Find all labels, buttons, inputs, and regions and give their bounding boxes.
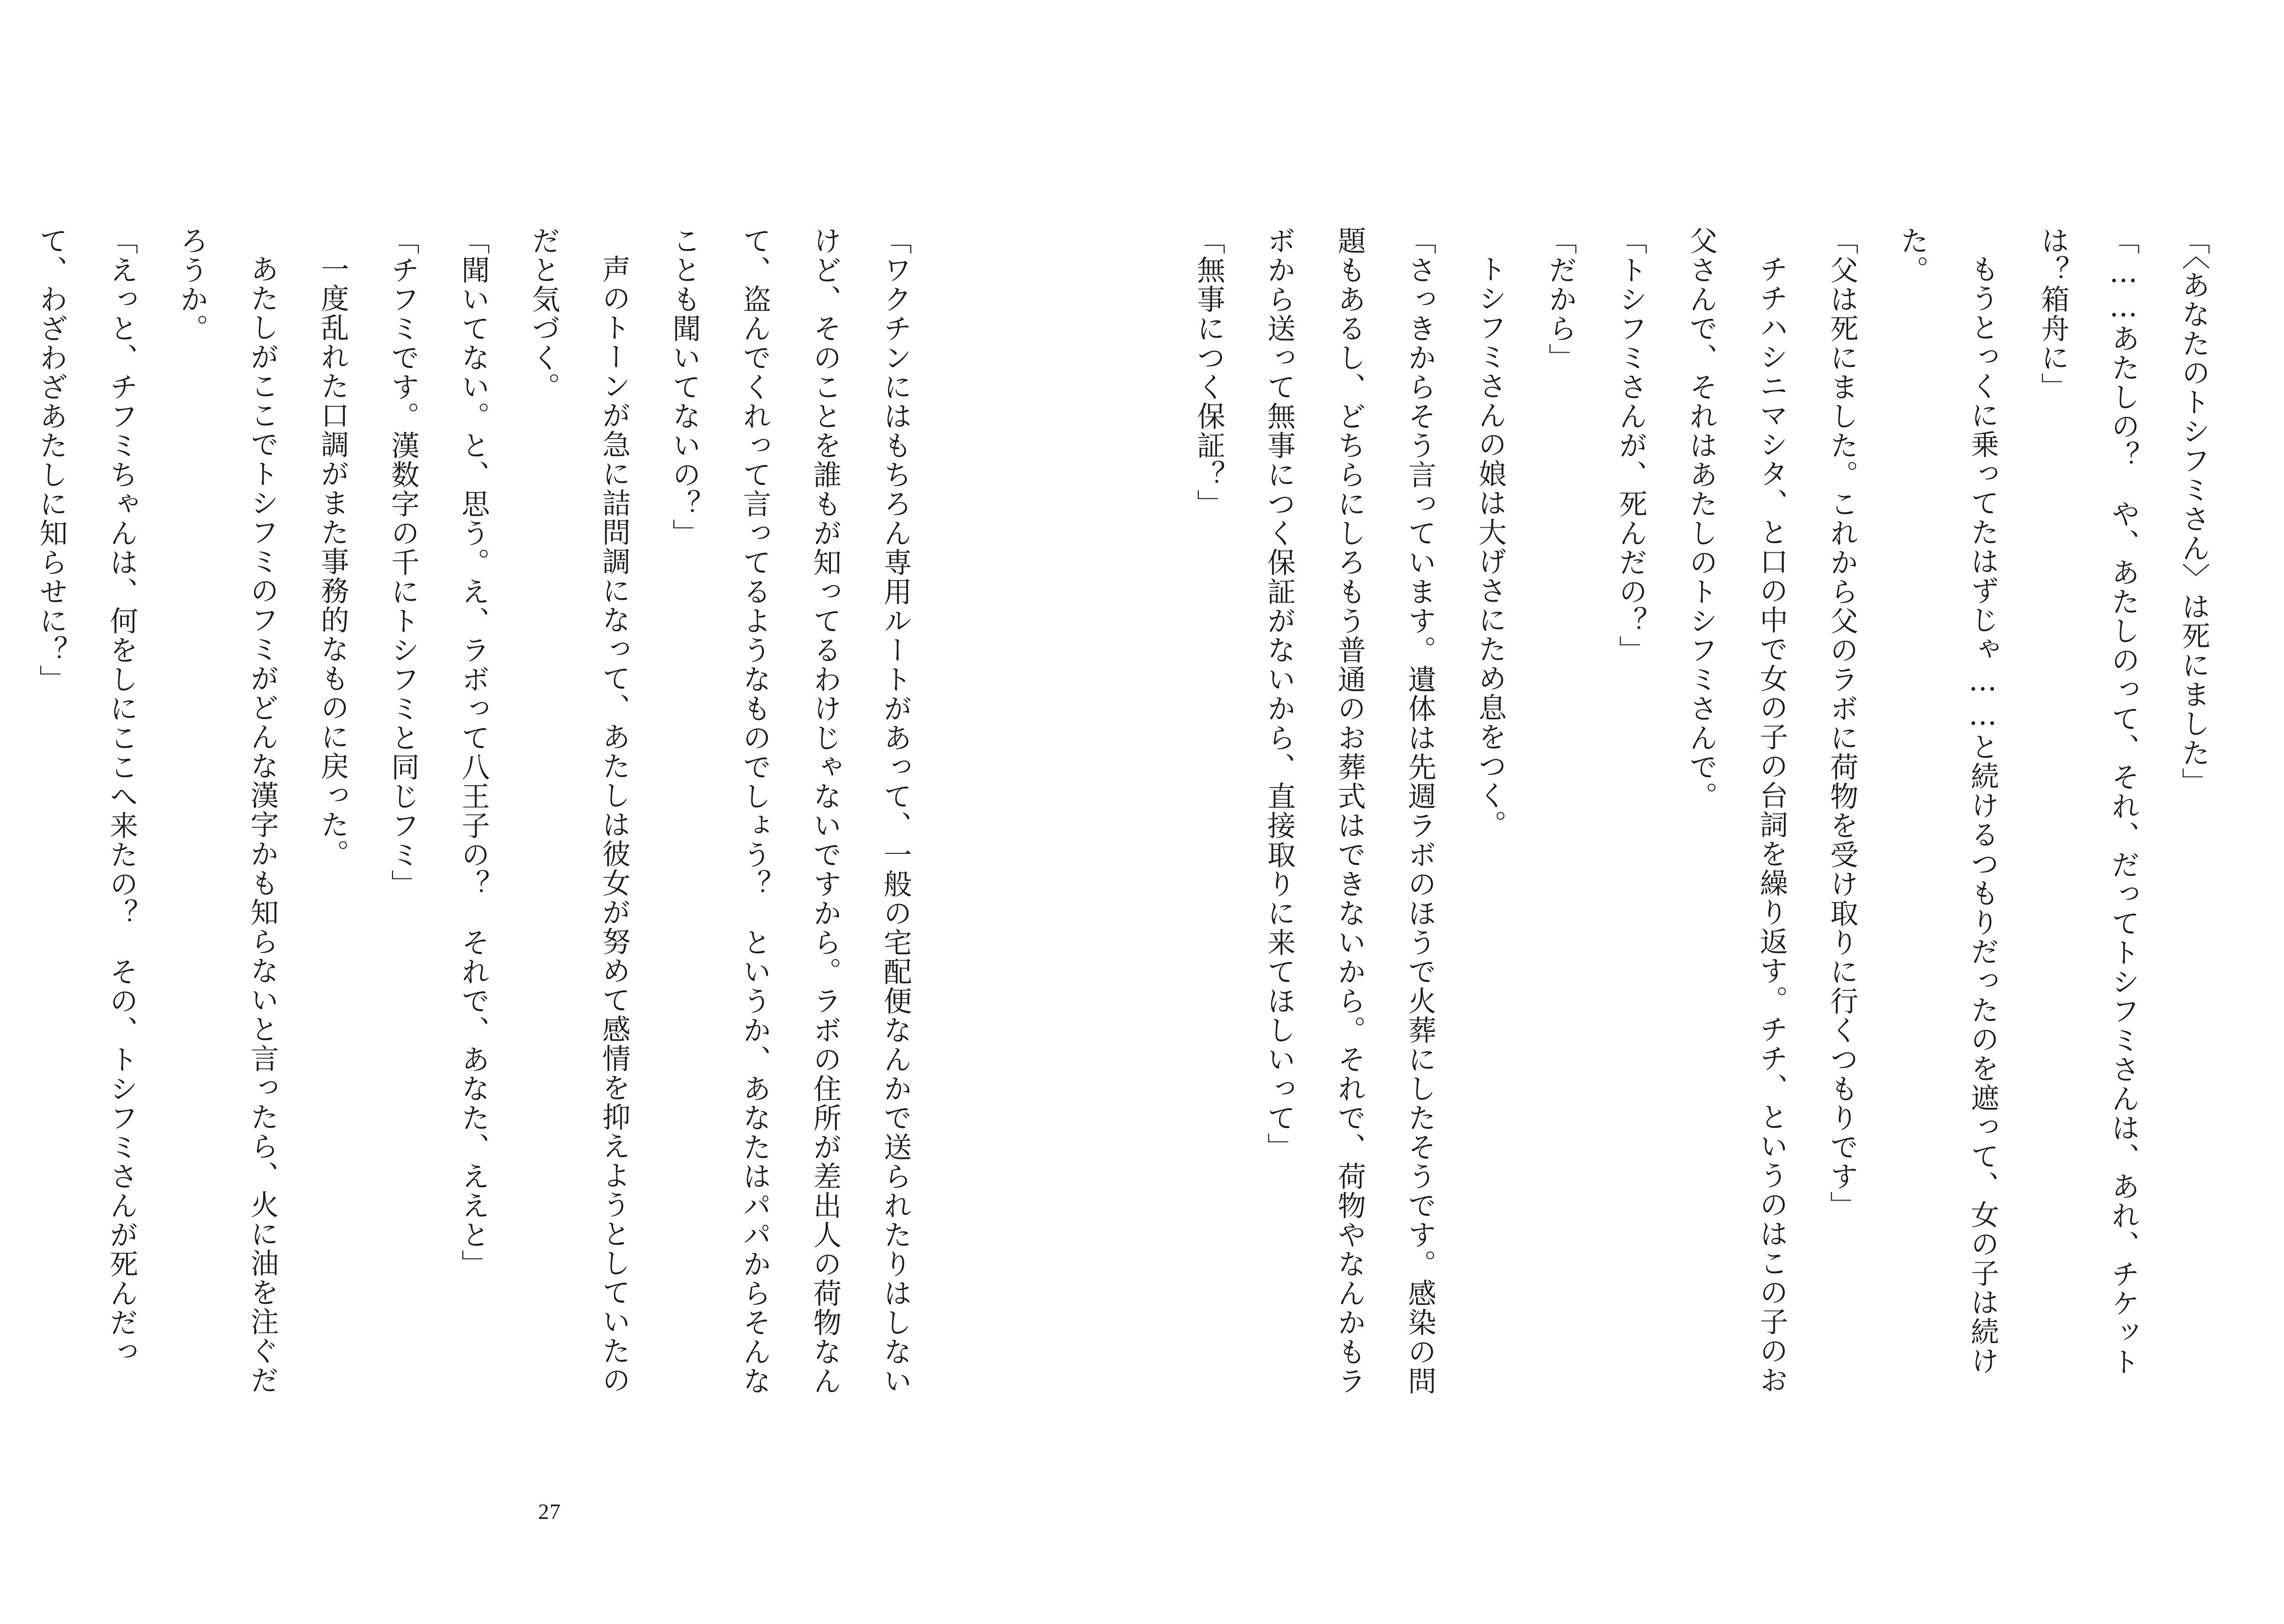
paragraph: 「ワクチンにはもちろん専用ルートがあって、一般の宅配便なんかで送られたりはしないけど、そのことを誰もが知ってるわけじゃないですから。ラボの住所が差出人の荷物なんて、盗んでくれって言ってるようなものでしょう？ というか、あなたはパパからそんなことも聞いてないの？」: [668, 226, 912, 1396]
paragraph: あたしがここでトシフミのフミがどんな漢字かも知らないと言ったら、火に油を注ぐだろうか。: [175, 226, 279, 1395]
page-number: 27: [538, 1500, 561, 1524]
paragraph: チチハシニマシタ、と口の中で女の子の台詞を繰り返す。チチ、というのはこの子のお父さんで、それはあたしのトシフミさんで。: [1685, 226, 1788, 1395]
paragraph: もうとっくに乗ってたはずじゃ……と続けるつもりだったのを遮って、女の子は続けた。: [1896, 226, 1999, 1375]
paragraph: 「……あたしの？ や、あたしのって、それ、だってトシフミさんは、あれ、チケットは？箱舟に」: [2036, 226, 2140, 1376]
paragraph: トシフミさんの娘は大げさにため息をつく。: [1474, 254, 1507, 839]
paragraph: 「トシフミさんが、死んだの？」: [1614, 226, 1648, 665]
left-page-body: [35, 226, 931, 1396]
paragraph: 「無事につく保証？」: [1192, 226, 1226, 518]
paragraph: 一度乱れた口調がまた事務的なものに戻った。: [316, 254, 349, 868]
paragraph: 声のトーンが急に詰問調になって、あたしは彼女が努めて感情を抑えようとしていたのだと気づく。: [527, 226, 631, 1395]
right-page-body: [1192, 226, 2229, 1396]
paragraph: 「えっと、チフミちゃんは、何をしにここへ来たの？ その、トシフミさんが死んだって、わざわざあたしに知らせに？」: [35, 226, 138, 1366]
paragraph: 「さっきからそう言っています。遺体は先週ラボのほうで火葬にしたそうです。感染の問題もあるし、どちらにしろもう普通のお葬式はできないから。それで、荷物やなんかもラボから送って無事につく保証がないから、直接取りに来てほしいって」: [1263, 226, 1437, 1396]
paragraph: 「聞いてない。と、思う。え、ラボって八王子の？ それで、あなた、ええと」: [457, 226, 490, 1279]
paragraph: 「チフミです。漢数字の千にトシフミと同じフミ」: [386, 226, 420, 899]
paragraph: 「父は死にました。これから父のラボに荷物を受け取りに行くつもりです」: [1825, 226, 1859, 1220]
paragraph: 「〈あなたのトシフミさん〉は死にました」: [2177, 226, 2210, 797]
right-page: [1142, 0, 2284, 1624]
paragraph: 「だから」: [1544, 226, 1577, 372]
paragraph: [0, 226, 16, 1396]
